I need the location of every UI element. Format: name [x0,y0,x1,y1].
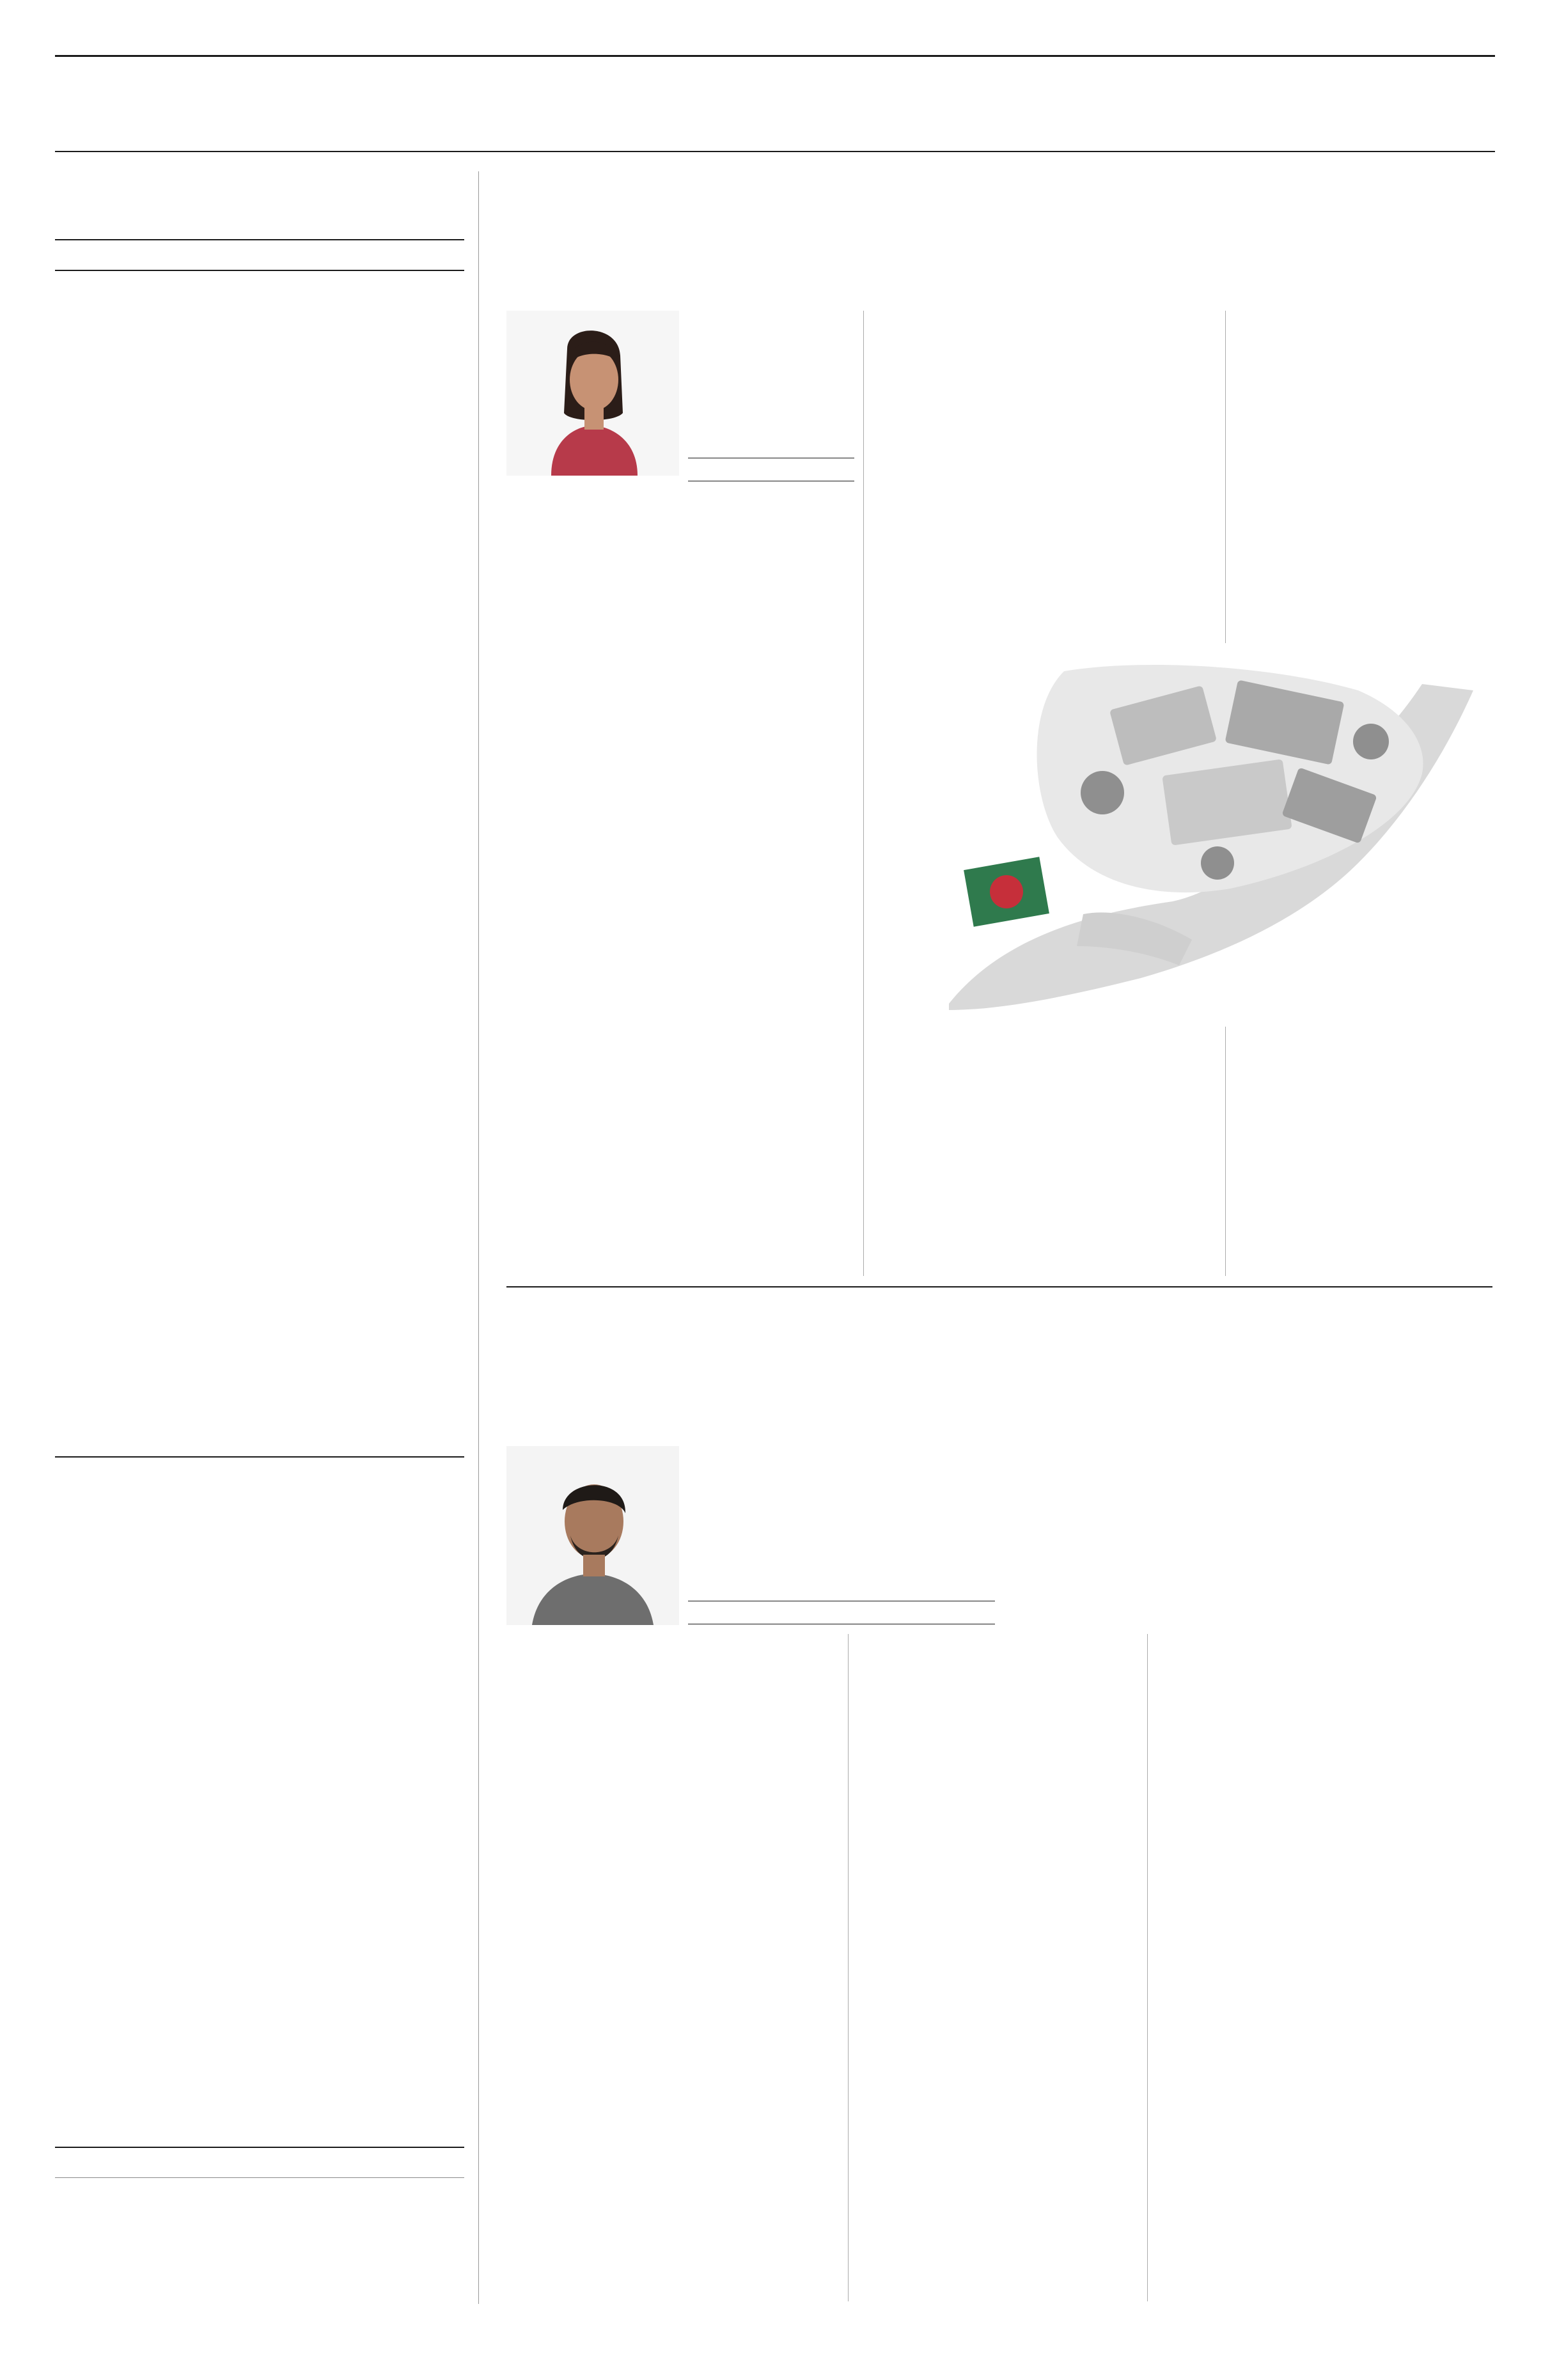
editorial1-body [55,409,464,1429]
col-divider [1225,1027,1226,1276]
history-rule-top [55,2147,464,2148]
illustration-money [872,646,1492,1010]
article2-col1 [506,1634,839,2301]
top-rule [55,55,1495,57]
col-divider [848,1634,849,2301]
col-divider [1147,1634,1148,2301]
article1-col2-top [872,311,1217,643]
founder-rule [55,270,464,271]
author-portrait-icon [506,311,679,476]
money-hand-illustration-icon [872,646,1492,1010]
editorial-divider [55,1456,464,1458]
sidebar-separator [478,171,479,2304]
article1-col3-bottom [1234,1027,1490,1276]
article1-col3-upper-visible [1234,311,1490,642]
editorial2-body [55,1619,464,2134]
history-body [55,2216,464,2292]
article-divider [506,1286,1492,1287]
col-divider [863,311,864,1276]
author-portrait-icon [506,1446,679,1625]
article1-col1 [506,490,854,1276]
article2-col2 [857,1634,1138,2301]
col-divider [1225,311,1226,643]
history-rule-bottom [55,2177,464,2178]
author-photo-fahmida [506,311,679,476]
logo-rule [55,239,464,240]
author-photo-parvez [506,1446,679,1625]
masthead-rule [55,151,1495,152]
article1-col2-bottom [872,1027,1217,1276]
